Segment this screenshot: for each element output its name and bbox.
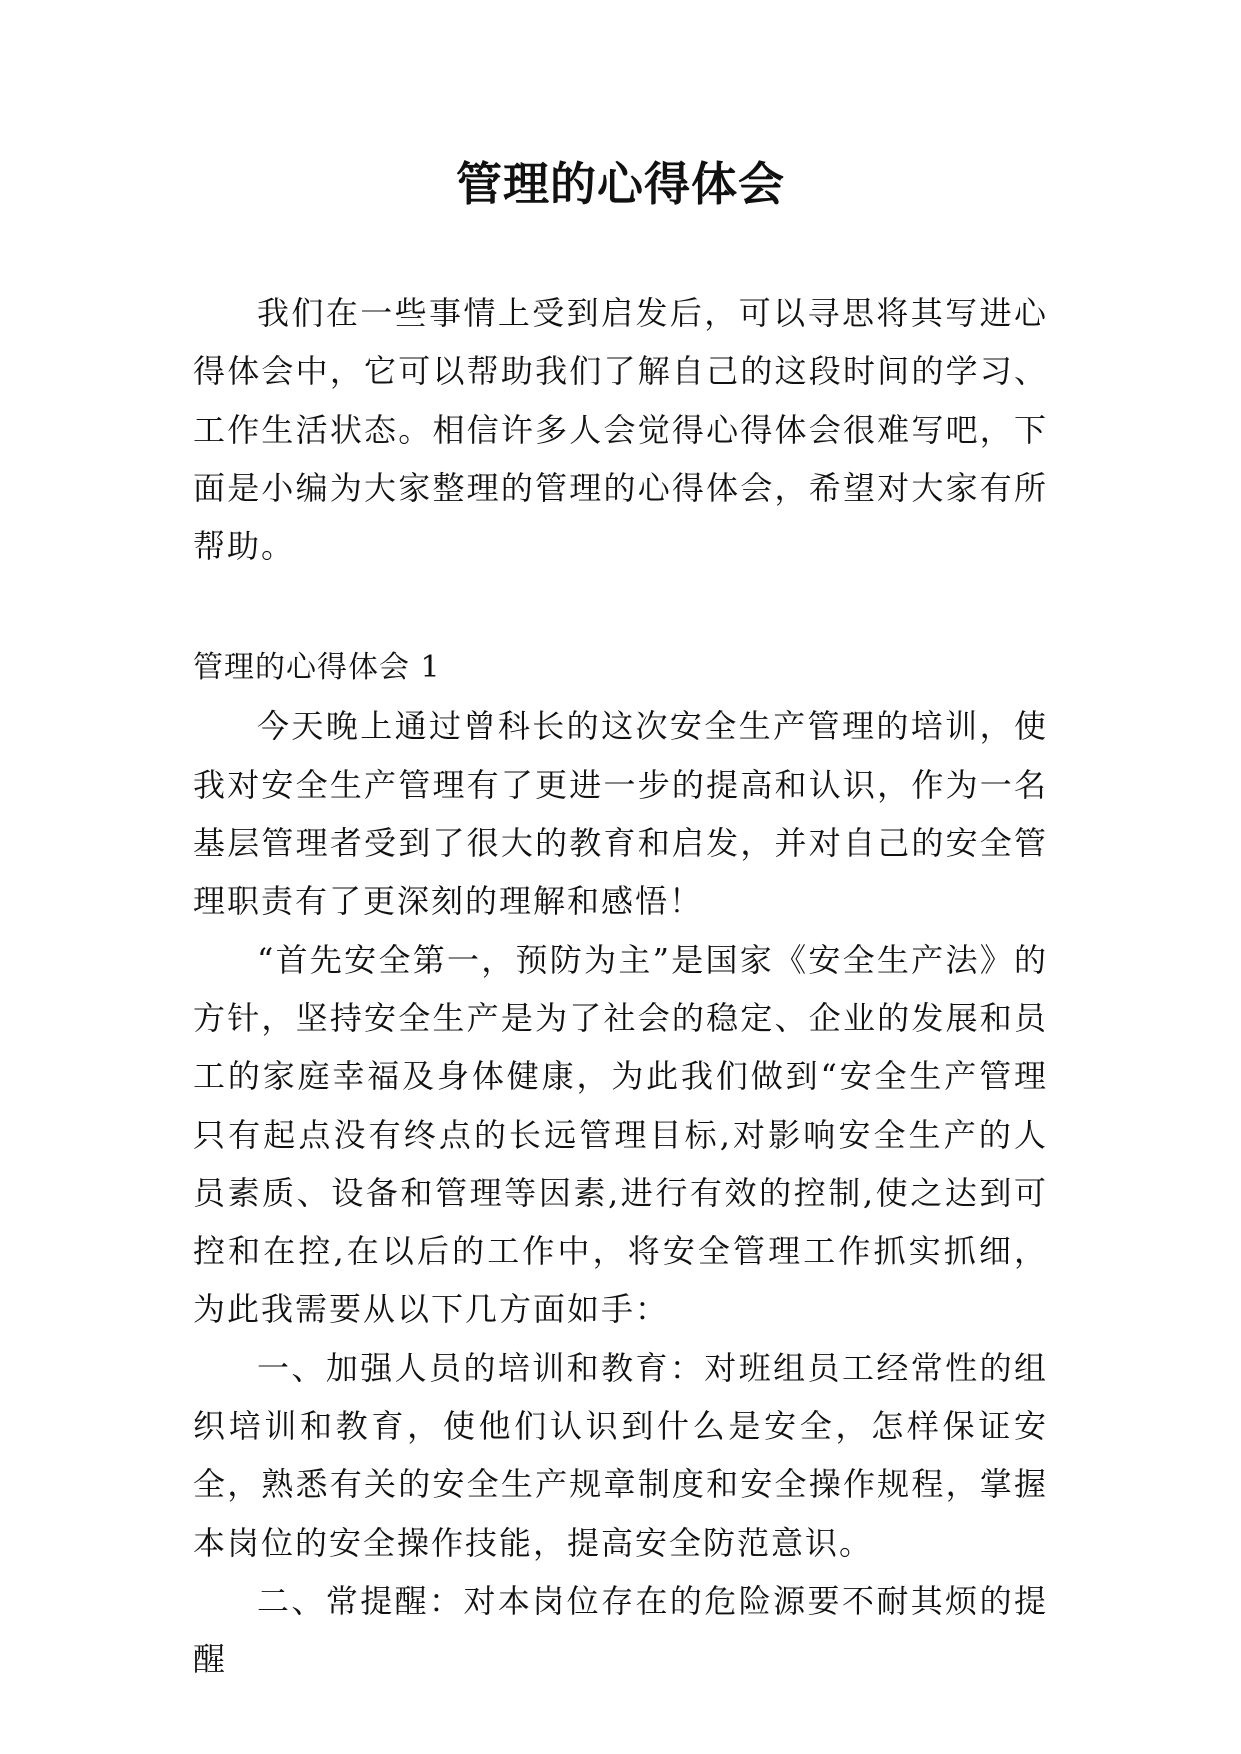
body-paragraph: 今天晚上通过曾科长的这次安全生产管理的培训，使我对安全生产管理有了更进一步的提高和认识，作为一名基层管理者受到了很大的教育和启发，并对自己的安全管理职责有了更深刻的理解和感悟！	[193, 707, 1048, 921]
document-body	[193, 284, 1048, 1689]
document-title: 管理的心得体会	[456, 157, 785, 211]
body-paragraph: 二、常提醒：对本岗位存在的危险源要不耐其烦的提醒	[193, 1581, 1048, 1679]
intro-paragraph: 我们在一些事情上受到启发后，可以寻思将其写进心得体会中，它可以帮助我们了解自己的这段时间的学习、工作生活状态。相信许多人会觉得心得体会很难写吧，下面是小编为大家整理的管理的心得体会，希望对大家有所帮助。	[193, 294, 1048, 566]
body-paragraph: “首先安全第一，预防为主”是国家《安全生产法》的方针，坚持安全生产是为了社会的稳定、企业的发展和员工的家庭幸福及身体健康，为此我们做到“安全生产管理只有起点没有终点的长远管理目标,对影响安全生产的人员素质、设备和管理等因素,进行有效的控制,使之达到可控和在控,在以后的工作中，将安全管理工作抓实抓细，为此我需要从以下几方面如手：	[193, 940, 1048, 1329]
body-paragraph: 一、加强人员的培训和教育：对班组员工经常性的组织培训和教育，使他们认识到什么是安全，怎样保证安全，熟悉有关的安全生产规章制度和安全操作规程，掌握本岗位的安全操作技能，提高安全防范意识。	[193, 1348, 1048, 1562]
section-heading: 管理的心得体会 1	[193, 650, 441, 686]
